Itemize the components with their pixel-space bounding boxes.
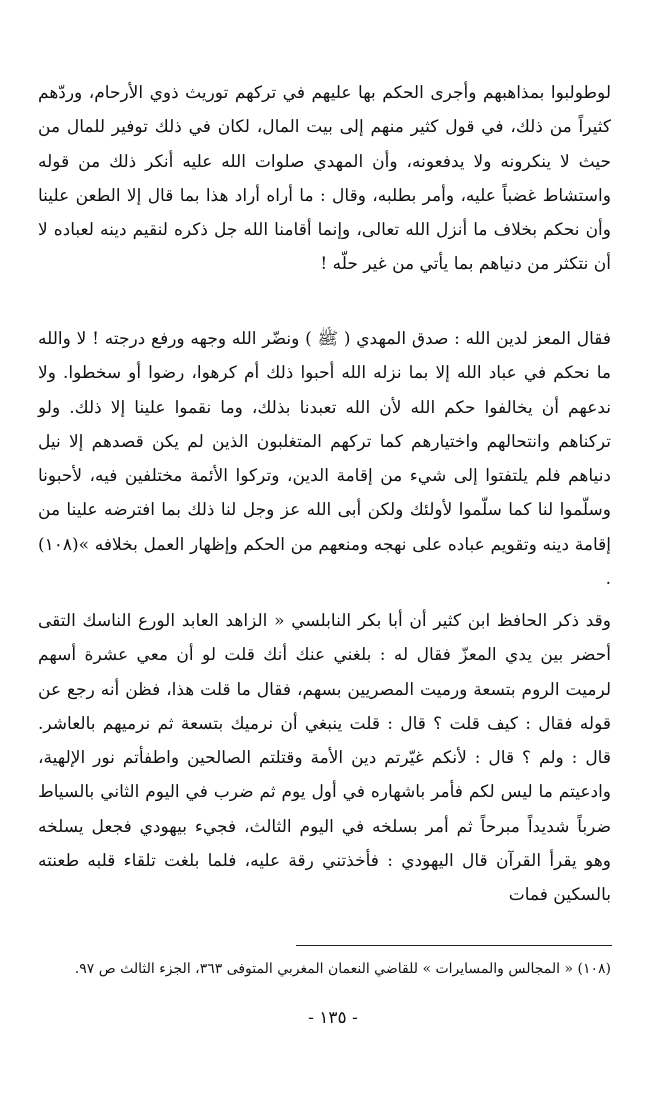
paragraph-3: وقد ذكر الحافظ ابن كثير أن أبا بكر النابلسي « الزاهد العابد الورع الناسك التقى أحضر بين يدي المعزّ فقال له : بلغني عنك أنك قلت لو أن معي عشرة أسهم لرميت الروم بتسعة ورميت المصريين بسهم، فقال ما قلت هذا، فظن أنه رجع عن قوله فقال : كيف قلت ؟ قال : قلت ينبغي أن نرميك بتسعة ثم نرميهم بالعاشر. قال : ولم ؟ قال : لأنكم غيّرتم دين الأمة وقتلتم الصالحين واطفأتم نور الإلهية، وادعيتم ما ليس لكم فأمر باشهاره في أول يوم ثم ضرب في اليوم الثاني بالسياط ضرباً شديداً مبرحاً ثم أمر بسلخه في اليوم الثالث، فجيء بيهودي فجعل يسلخه وهو يقرأ القرآن قال اليهودي : فأخذتني رقة عليه، فلما بلغت تلقاء قلبه طعنته بالسكين فمات	[38, 611, 611, 906]
paragraph-2: فقال المعز لدين الله : صدق المهدي ( ﷺ ) ونضّر الله وجهه ورفع درجته ! لا والله ما نحكم في عباد الله إلا بما نزله الله أحبوا ذلك أم كرهوا، رضوا أو سخطوا. ولا ندعهم أن يخالفوا حكم الله لأن الله تعبدنا بذلك، وما نقموا علينا إلا ذلك. ولو تركناهم وانتحالهم واختيارهم كما تركهم المتغلبون الذين لم يكن قصدهم إلا نيل دنياهم فلم يلتفتوا إلى شيء من إقامة الدين، وتركوا الأئمة مختلفين فيه، لأحبونا وسلّموا لنا كما سلّموا لأولئك ولكن أبى الله عز وجل لنا ذلك بما افترضه علينا من إقامة دينه وتقويم عباده على نهجه ومنعهم من الحكم وإظهار العمل بخلافه »(١٠٨) .	[38, 329, 611, 590]
page-number: - ١٣٥ -	[308, 1008, 358, 1028]
footnote: (١٠٨) « المجالس والمسايرات » للقاضي النعمان المغربي المتوفى ٣٦٣، الجزء الثالث ص ٩٧.	[74, 961, 611, 977]
footnote-divider	[296, 945, 612, 946]
paragraph-1: لوطولبوا بمذاهبهم وأجرى الحكم بها عليهم في تركهم توريث ذوي الأرحام، وردّهم كثيراً من ذلك، في قول كثير منهم إلى بيت المال، لكان في ذلك توفير للمال من حيث لا ينكرونه ولا يدفعونه، وأن المهدي صلوات الله عليه أنكر ذلك من قوله واستشاط غضباً عليه، وأمر بطلبه، وقال : ما أراه أراد هذا بما قال إلا الطعن علينا وأن نحكم بخلاف ما أنزل الله تعالى، وإنما أقامنا الله جل ذكره لنقيم دينه لعباده لا أن نتكثر من دنياهم بما يأتي من غير حلّه !	[38, 83, 611, 275]
